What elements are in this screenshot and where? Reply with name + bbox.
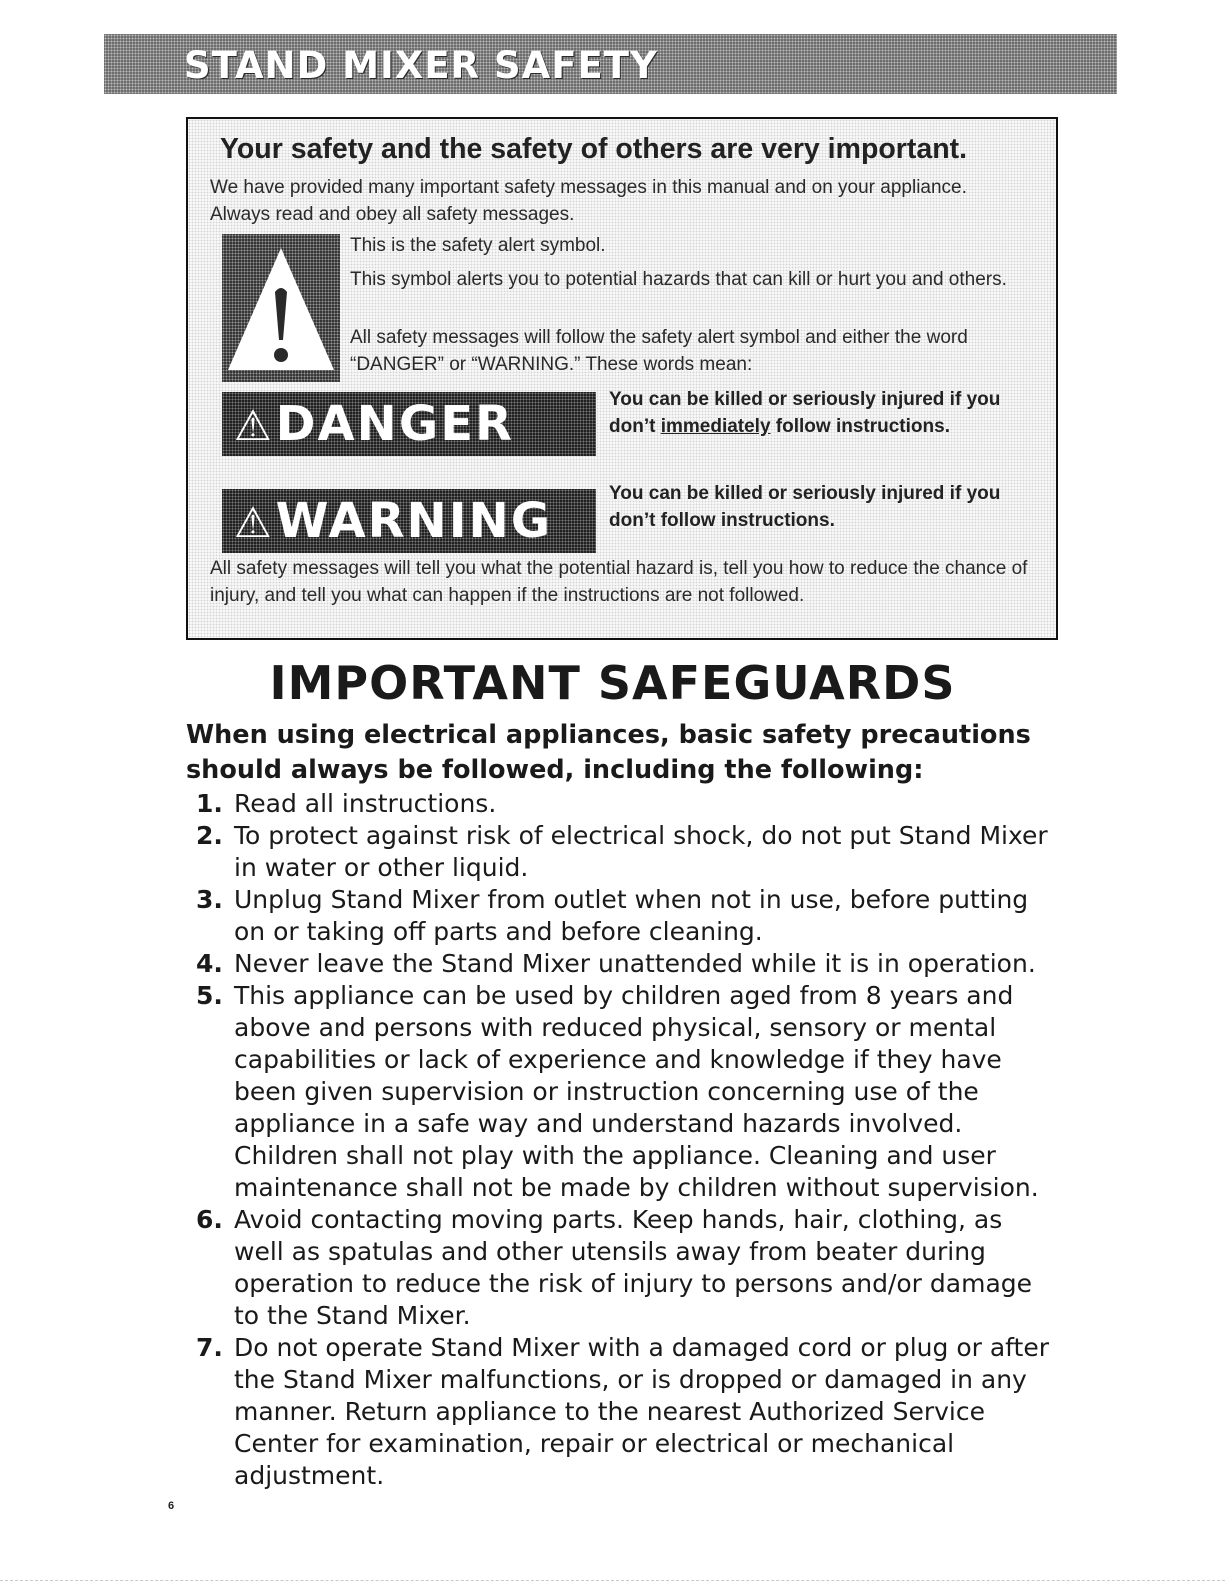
item-number: 6.	[196, 1205, 223, 1234]
danger-description: You can be killed or seriously injured if you don’t immediately follow instructions.	[609, 389, 1001, 437]
item-text: Do not operate Stand Mixer with a damaged cord or plug or after the Stand Mixer malfunctions, or is dropped or damaged in any manner. Return appliance to the nearest Authorized Service Center for examination, repair or electrical or mechanical adjustment.	[234, 1333, 1049, 1490]
header-banner	[104, 34, 1117, 94]
warning-description: You can be killed or seriously injured if you don’t follow instructions.	[609, 483, 1001, 531]
list-item	[196, 1204, 1056, 1332]
list-item	[196, 788, 1056, 820]
page-number: 6	[168, 1500, 175, 1512]
danger-emphasis: immediately	[660, 416, 771, 437]
item-number: 2.	[196, 821, 223, 850]
list-item	[196, 884, 1056, 948]
item-text: Avoid contacting moving parts. Keep hands, hair, clothing, as well as spatulas and other utensils away from beater during operation to reduce the risk of injury to persons and/or damage to the Stand Mixer.	[234, 1205, 1033, 1330]
safeguards-lead: When using electrical appliances, basic safety precautions should always be followed, including the following:	[186, 720, 1031, 785]
warning-label: WARNING	[275, 493, 553, 549]
item-text: Unplug Stand Mixer from outlet when not in use, before putting on or taking off parts and before cleaning.	[234, 885, 1029, 946]
list-item	[196, 980, 1056, 1204]
safeguards-list	[196, 788, 1056, 1492]
item-number: 7.	[196, 1333, 223, 1362]
list-item	[196, 820, 1056, 884]
safety-intro: We have provided many important safety messages in this manual and on your appliance. Always read and obey all safety messages.	[210, 177, 967, 225]
item-text: Never leave the Stand Mixer unattended while it is in operation.	[234, 949, 1036, 978]
safety-alert-icon	[222, 234, 340, 382]
item-text: Read all instructions.	[234, 789, 497, 818]
safety-box-heading: Your safety and the safety of others are very important.	[220, 133, 968, 165]
warning-triangle-icon: ⚠	[234, 498, 274, 547]
banner-title: STAND MIXER SAFETY	[184, 44, 658, 87]
list-item	[196, 1332, 1056, 1492]
item-text: This appliance can be used by children aged from 8 years and above and persons with reduced physical, sensory or mental capabilities or lack of experience and knowledge if they have been given supervision or instruction concerning use of the appliance in a safe way and understand hazards involved. Children shall not play with the appliance. Cleaning and user maintenance shall not be made by children without supervision.	[234, 981, 1039, 1202]
item-number: 5.	[196, 981, 223, 1010]
symbol-description-1: This is the safety alert symbol.	[350, 235, 606, 256]
safety-outro: All safety messages will tell you what the potential hazard is, tell you how to reduce the chance of injury, and tell you what can happen if the instructions are not followed.	[210, 558, 1028, 606]
symbol-description-3: All safety messages will follow the safety alert symbol and either the word “DANGER” or “WARNING.” These words mean:	[350, 327, 968, 375]
warning-triangle-icon: ⚠	[234, 401, 274, 450]
item-number: 3.	[196, 885, 223, 914]
list-item	[196, 948, 1056, 980]
item-text: To protect against risk of electrical shock, do not put Stand Mixer in water or other liquid.	[234, 821, 1048, 882]
item-number: 4.	[196, 949, 223, 978]
danger-sign	[222, 392, 596, 456]
safeguards-title: IMPORTANT SAFEGUARDS	[269, 656, 956, 710]
safety-box	[186, 117, 1058, 640]
page-bottom-divider	[0, 1580, 1225, 1581]
symbol-description-2: This symbol alerts you to potential hazards that can kill or hurt you and others.	[350, 269, 1007, 290]
danger-label: DANGER	[275, 396, 514, 452]
warning-sign	[222, 489, 596, 553]
item-number: 1.	[196, 789, 223, 818]
